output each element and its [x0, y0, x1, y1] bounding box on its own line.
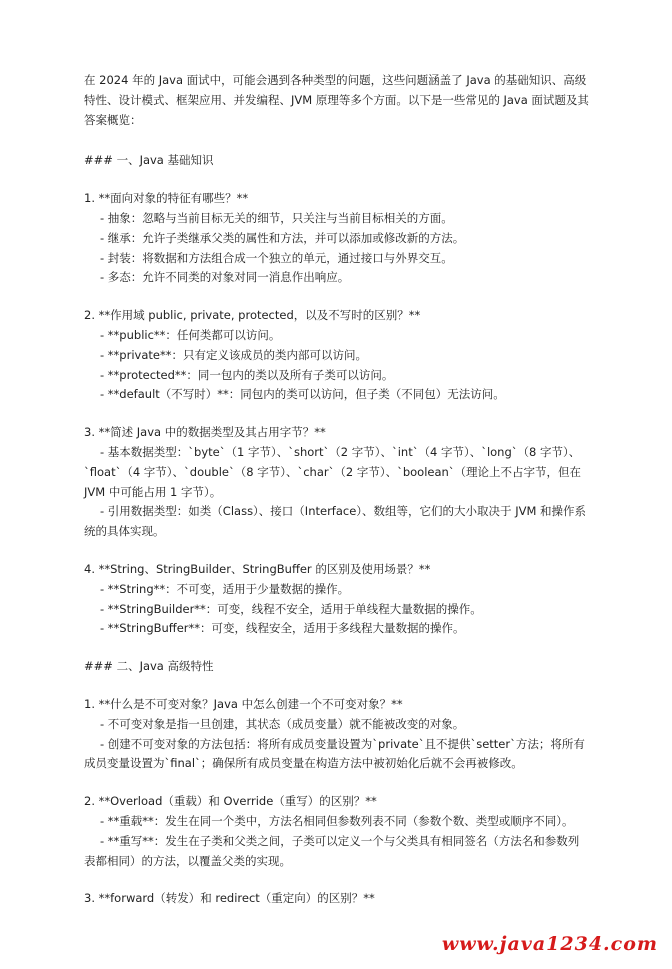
- answer-item: - **String**：不可变，适用于少量数据的操作。: [100, 581, 350, 596]
- question-block: [84, 792, 590, 871]
- question-block: [84, 889, 590, 909]
- answer-item: - 引用数据类型：如类（Class）、接口（Interface）、数组等，它们的大小取决于 JVM 和操作系统的具体实现。: [84, 504, 587, 539]
- question-title: 4. **String、StringBuilder、StringBuffer 的区别及使用场景？**: [84, 561, 431, 576]
- answer-item: - 继承：允许子类继承父类的属性和方法，并可以添加或修改新的方法。: [100, 230, 465, 245]
- answer-item: - **default（不写时）**：同包内的类可以访问，但子类（不同包）无法访问。: [100, 387, 505, 402]
- answer-item: - 不可变对象是指一旦创建，其状态（成员变量）就不能被改变的对象。: [100, 716, 465, 731]
- answer-item: - 基本数据类型：`byte`（1 字节）、`short`（2 字节）、`int`（4 字节）、`long`（8 字节）、`float`（4 字节）、`double`（8 字节）、`char`（2 字节）、`boolean`（理论上不占字节，但在 JVM 中可能占用 1 字节）。: [84, 444, 582, 499]
- answer-item: - **private**：只有定义该成员的类内部可以访问。: [100, 347, 367, 362]
- answer-item: - 封装：将数据和方法组合成一个独立的单元，通过接口与外界交互。: [100, 250, 453, 265]
- answer-item: - **protected**：同一包内的类以及所有子类可以访问。: [100, 367, 394, 382]
- answer-item: - 抽象：忽略与当前目标无关的细节，只关注与当前目标相关的方面。: [100, 210, 453, 225]
- question-title: 3. **forward（转发）和 redirect（重定向）的区别？**: [84, 891, 375, 906]
- answer-item: - **重写**：发生在子类和父类之间，子类可以定义一个与父类具有相同签名（方法名和参数列表都相同）的方法，以覆盖父类的实现。: [84, 833, 580, 868]
- question-title: 1. **面向对象的特征有哪些？**: [84, 191, 249, 206]
- question-block: [84, 560, 590, 639]
- site-watermark: www.java1234.com: [441, 933, 658, 956]
- question-block: [84, 306, 590, 405]
- document-body: [84, 71, 590, 927]
- question-title: 2. **Overload（重载）和 Override（重写）的区别？**: [84, 794, 377, 809]
- answer-item: - 多态：允许不同类的对象对同一消息作出响应。: [100, 270, 350, 285]
- question-block: [84, 423, 590, 542]
- answer-item: - 创建不可变对象的方法包括：将所有成员变量设置为`private`且不提供`setter`方法；将所有成员变量设置为`final`；确保所有成员变量在构造方法中被初始化后就不会再被修改。: [84, 736, 585, 771]
- answer-item: - **重载**：发生在同一个类中，方法名相同但参数列表不同（参数个数、类型或顺序不同）。: [100, 813, 574, 828]
- answer-item: - **StringBuffer**：可变，线程安全，适用于多线程大量数据的操作。: [100, 621, 465, 636]
- answer-item: - **public**：任何类都可以访问。: [100, 327, 281, 342]
- question-title: 3. **简述 Java 中的数据类型及其占用字节？**: [84, 425, 326, 440]
- section-heading: ### 一、Java 基础知识: [84, 153, 214, 168]
- section-heading: ### 二、Java 高级特性: [84, 659, 214, 674]
- question-block: [84, 189, 590, 288]
- question-title: 2. **作用域 public, private, protected，以及不写时的区别？**: [84, 308, 421, 323]
- answer-item: - **StringBuilder**：可变，线程不安全，适用于单线程大量数据的操作。: [100, 601, 482, 616]
- question-block: [84, 695, 590, 774]
- question-title: 1. **什么是不可变对象？Java 中怎么创建一个不可变对象？**: [84, 696, 403, 711]
- intro-paragraph: 在 2024 年的 Java 面试中，可能会遇到各种类型的问题，这些问题涵盖了 Java 的基础知识、高级特性、设计模式、框架应用、并发编程、JVM 原理等多个方面。以下是一些常见的 Java 面试题及其答案概览：: [84, 73, 589, 127]
